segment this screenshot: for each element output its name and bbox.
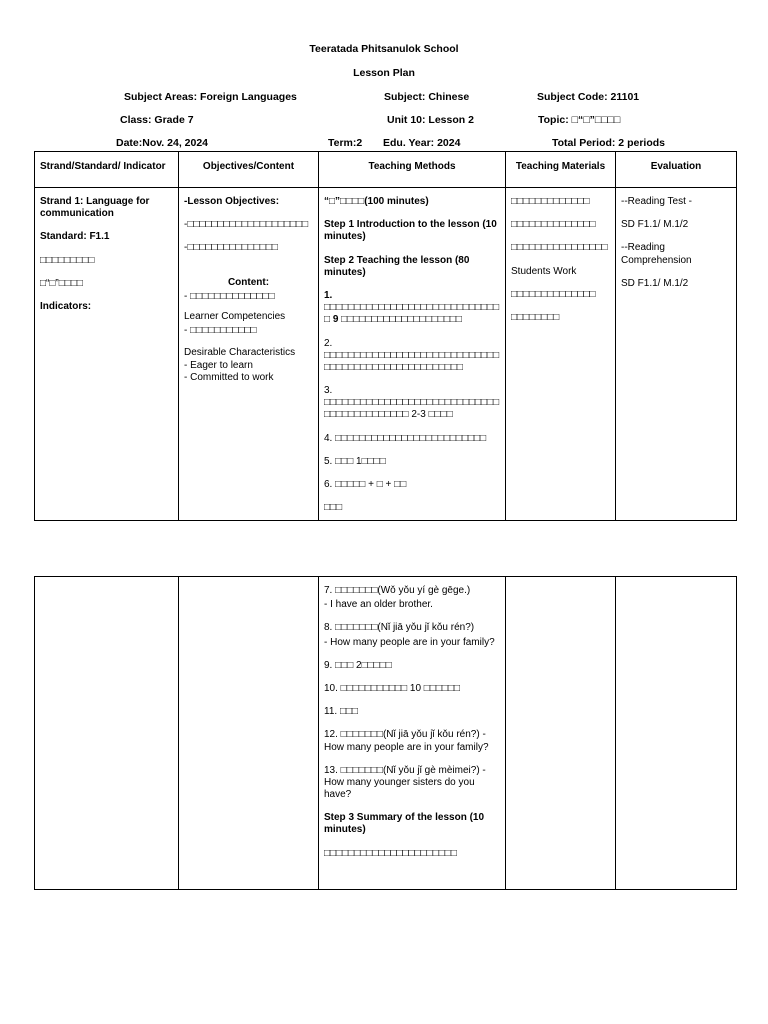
strand-line-1: □□□□□□□□□ [40,254,95,266]
method-1: 1. □□□□□□□□□□□□□□□□□□□□□□□□□□□□□□ 9 □□□□□□□□□□□□□□□□□□□□ [324,289,500,326]
methods-cell-continued [319,577,506,890]
materials-cell [506,188,616,521]
objective-1: -□□□□□□□□□□□□□□□□□□□□ [184,219,309,231]
evaluation-3: --Reading Comprehension [621,242,692,266]
strand-cell [35,188,179,521]
table-row [35,188,737,521]
table-row [35,577,737,890]
term: Term:2 [328,137,363,149]
material-3: □□□□□□□□□□□□□□□□ [511,242,608,254]
objectives-cell-continued [179,577,319,890]
table-header-row [35,152,737,188]
step-3: Step 3 Summary of the lesson (10 minutes) [324,812,485,836]
objectives-cell [179,188,319,521]
document-title: Lesson Plan [353,67,415,79]
method-14: □□□□□□□□□□□□□□□□□□□□□□ [324,847,457,859]
strand-cell-continued [35,577,179,890]
method-13: 13. □□□□□□□(Nǐ yǒu jǐ gè mèimei?) - How many younger sisters do you have? [324,764,486,801]
col-header-evaluation: Evaluation [616,152,737,188]
topic: Topic: □“□”□□□□ [538,114,621,126]
material-2: □□□□□□□□□□□□□□ [511,219,596,231]
competencies-heading: Learner Competencies [184,310,286,322]
content-heading: Content: [227,276,270,288]
content-1: - □□□□□□□□□□□□□□ [184,290,275,302]
class: Class: Grade 7 [120,114,194,126]
method-12: 12. □□□□□□□(Nǐ jiā yǒu jǐ kǒu rén?) - How many people are in your family? [324,729,489,753]
col-header-methods: Teaching Methods [319,152,506,188]
method-8b: - How many people are in your family? [324,636,495,648]
method-3: 3. □□□□□□□□□□□□□□□□□□□□□□□□□□□□□□□□□□□□□□□□□□□ 2-3 □□□□ [324,385,500,421]
method-7b: - I have an older brother. [324,599,433,611]
methods-cell [319,188,506,521]
lesson-plan-table-continued [34,576,737,890]
subject-areas: Subject Areas: Foreign Languages [124,91,297,103]
step-1: Step 1 Introduction to the lesson (10 minutes) [324,219,497,243]
method-4: 4. □□□□□□□□□□□□□□□□□□□□□□□□□ [324,432,487,444]
evaluation-cell-continued [616,577,737,890]
desirable-heading: Desirable Characteristics [184,347,296,359]
objectives-heading: -Lesson Objectives: [184,196,280,207]
col-header-objectives: Objectives/Content [179,152,319,188]
subject-code: Subject Code: 21101 [537,91,640,103]
lesson-plan-table [34,151,737,521]
method-10: 10. □□□□□□□□□□□ 10 □□□□□□ [324,682,461,694]
material-4: Students Work [511,265,577,277]
standard-text: Standard: F1.1 [40,231,110,243]
method-2: 2. □□□□□□□□□□□□□□□□□□□□□□□□□□□□□□□□□□□□□□□□□□□□□□□□□□□□ [324,337,500,373]
indicators-label: Indicators: [40,300,92,312]
col-header-strand: Strand/Standard/ Indicator [35,152,179,188]
objective-2: -□□□□□□□□□□□□□□□ [184,242,278,254]
method-9: 9. □□□ 2□□□□□ [324,659,392,671]
method-8: 8. □□□□□□□(Nǐ jiā yǒu jǐ kǒu rén?) [324,622,475,634]
desirable-2: - Committed to work [184,371,274,383]
date: Date:Nov. 24, 2024 [116,137,209,149]
method-intro: “□”□□□□(100 minutes) [324,196,429,207]
method-5: 5. □□□ 1□□□□ [324,455,386,467]
evaluation-2: SD F1.1/ M.1/2 [621,219,689,231]
material-6: □□□□□□□□ [511,311,560,323]
strand-line-2: □“□”□□□□ [40,277,83,289]
material-5: □□□□□□□□□□□□□□ [511,288,596,300]
step-2: Step 2 Teaching the lesson (80 minutes) [324,254,470,278]
strand-text: Strand 1: Language for communication [40,196,150,220]
method-11: 11. □□□ [324,706,359,718]
desirable-1: - Eager to learn [184,359,253,371]
material-1: □□□□□□□□□□□□□ [511,196,590,207]
unit: Unit 10: Lesson 2 [387,114,474,126]
total-period: Total Period: 2 periods [552,137,665,149]
col-header-materials: Teaching Materials [506,152,616,188]
subject: Subject: Chinese [384,91,470,103]
school-name: Teeratada Phitsanulok School [309,43,459,55]
edu-year: Edu. Year: 2024 [383,137,461,149]
competencies-1: - □□□□□□□□□□□ [184,325,257,337]
method-6: 6. □□□□□ + □ + □□ [324,479,407,490]
evaluation-cell [616,188,737,521]
materials-cell-continued [506,577,616,890]
method-7: 7. □□□□□□□(Wǒ yǒu yí gè gēge.) [324,585,471,596]
evaluation-1: --Reading Test - [621,196,692,207]
evaluation-4: SD F1.1/ M.1/2 [621,277,689,289]
method-6b: □□□ [324,502,343,514]
